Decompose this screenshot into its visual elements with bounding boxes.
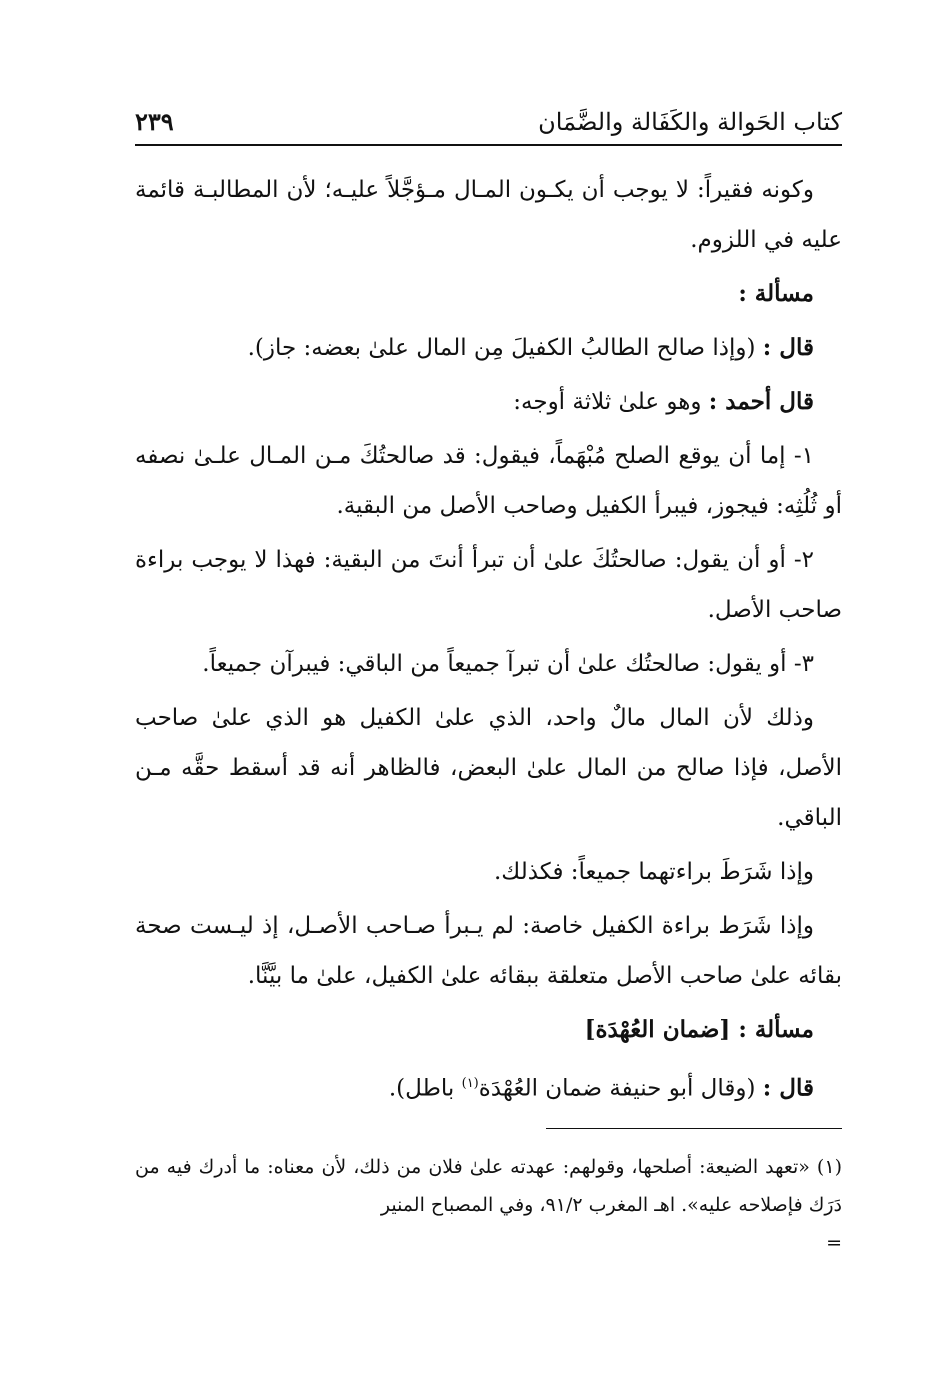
page-number: ٢٣٩ <box>135 107 174 136</box>
list-item: ٢- أو أن يقول: صالحتُكَ علىٰ أن تبرأ أنتَ من البقية: فهذا لا يوجب براءة صاحب الأصل. <box>135 547 842 623</box>
lead-label: قال : <box>762 1074 814 1102</box>
list-item: ٣- أو يقول: صالحتُك علىٰ أن تبرآ جميعاً من الباقي: فيبرآن جميعاً. <box>202 651 814 677</box>
paragraph: وإذا شَرَط براءة الكفيل خاصة: لم يـبرأ صـاحب الأصـل، إذ ليـست صحة بقائه علىٰ صاحب الأصل متعلقة ببقائه علىٰ الكفيل، علىٰ ما بيَّنَّا. <box>135 913 842 989</box>
paragraph: وإذا شَرَطَ براءتهما جميعاً: فكذلك. <box>494 859 814 885</box>
paragraph: وذلك لأن المال مالٌ واحد، الذي علىٰ الكفيل هو الذي علىٰ صاحب الأصل، فإذا صالح من المال علىٰ البعض، فالظاهر أنه قد أسقط حقَّه مـن الباقي. <box>135 705 842 831</box>
main-text <box>135 165 842 1118</box>
footnote-marker: (١) <box>461 1076 479 1091</box>
running-header <box>135 92 842 146</box>
lead-label: قال : <box>762 334 814 361</box>
paragraph: قال : (وإذا صالح الطالبُ الكفيلَ مِن المال علىٰ بعضه: جاز). <box>247 334 814 361</box>
issue-heading: مسألة : <box>738 280 814 307</box>
paragraph: قال أحمد : وهو علىٰ ثلاثة أوجه: <box>513 388 814 415</box>
footnote-divider <box>546 1128 842 1129</box>
paragraph: قال : (وقال أبو حنيفة ضمان العُهْدَة$^{(١)}$ باطل). <box>388 1074 814 1102</box>
footnote: (١) «تعهد الضيعة: أصلحها، وقولهم: عهدته علىٰ فلان من ذلك، لأن معناه: ما أدرك فيه من دَرَك فإصلاحه عليه». اهـ المغرب ٩١/٢، وفي المصباح المنير <box>135 1156 842 1216</box>
footnotes <box>135 1148 842 1262</box>
lead-label: قال أحمد : <box>708 388 814 415</box>
list-item: ١- إما أن يوقع الصلح مُبْهَماً، فيقول: قد صالحتُكَ مـن المـال علـىٰ نصفه أو ثُلُثِه: فيجوز، فيبرأ الكفيل وصاحب الأصل من البقية. <box>135 443 842 519</box>
footnote-continuation-mark: = <box>826 1232 842 1254</box>
paragraph: وكونه فقيراً: لا يوجب أن يكـون المـال مـؤجَّلاً عليـه؛ لأن المطالبـة قائمة عليه في اللزوم. <box>135 177 842 253</box>
issue-heading: مسألة : [ضمان العُهْدَة] <box>584 1016 814 1043</box>
chapter-title: كتاب الحَوالة والكَفَالة والضَّمَان <box>538 108 842 136</box>
